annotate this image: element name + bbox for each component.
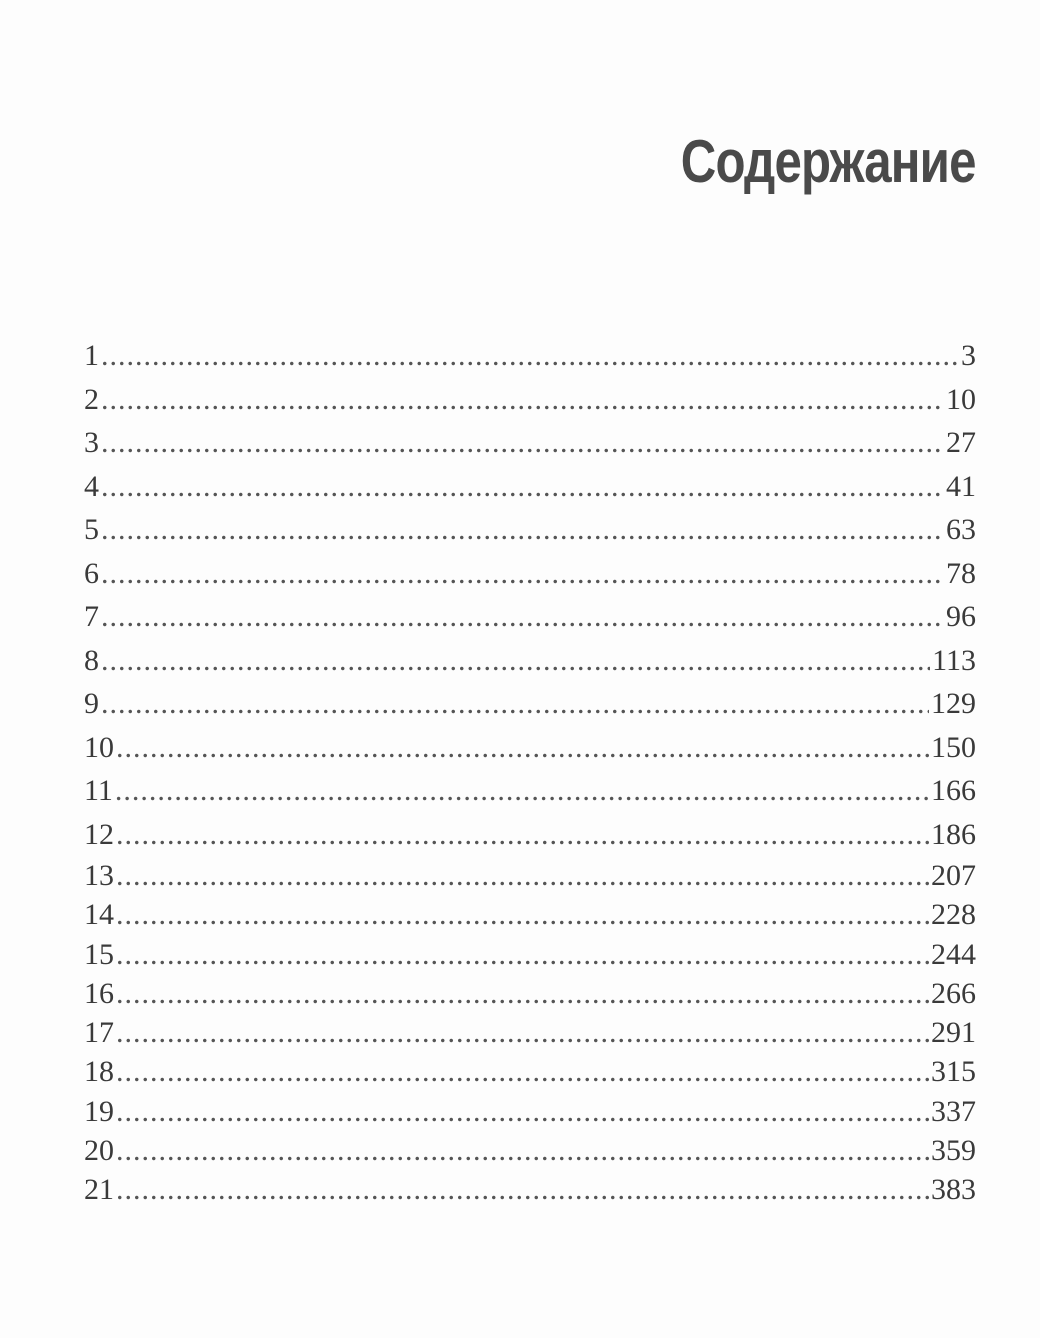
toc-page-number: 78: [946, 556, 976, 590]
toc-entry: [84, 1052, 976, 1091]
toc-entry: [84, 895, 976, 934]
toc-page-number: 129: [931, 687, 976, 720]
toc-leader-dots: [115, 769, 929, 813]
toc-chapter-number: 14: [84, 898, 114, 932]
toc-entry: [84, 1170, 976, 1209]
toc-chapter-number: 13: [84, 859, 114, 892]
toc-page-number: 186: [931, 817, 976, 851]
toc-entry: [84, 769, 976, 813]
toc-chapter-number: 20: [84, 1134, 114, 1168]
toc-leader-dots: [101, 508, 944, 552]
toc-page-number: 266: [931, 976, 976, 1010]
toc-chapter-number: 15: [84, 937, 114, 971]
toc-page-number: 63: [946, 513, 976, 546]
toc-entry: [84, 552, 976, 596]
toc-chapter-number: 1: [84, 339, 99, 372]
toc-chapter-number: 12: [84, 817, 114, 851]
toc-page-number: 150: [931, 730, 976, 764]
toc-page-number: 228: [931, 898, 976, 932]
toc-leader-dots: [101, 334, 959, 378]
toc-leader-dots: [101, 465, 944, 509]
toc-page-number: 337: [931, 1094, 976, 1128]
toc-leader-dots: [101, 552, 944, 596]
toc-chapter-number: 18: [84, 1055, 114, 1089]
toc-leader-dots: [116, 1013, 929, 1052]
toc-leader-dots: [116, 935, 929, 974]
toc-chapter-number: 17: [84, 1016, 114, 1050]
toc-chapter-number: 4: [84, 469, 99, 503]
table-of-contents: [84, 334, 976, 1210]
toc-page-number: 3: [961, 339, 976, 372]
toc-chapter-number: 6: [84, 556, 99, 590]
toc-entry: [84, 378, 976, 422]
toc-entry: [84, 421, 976, 465]
toc-chapter-number: 2: [84, 382, 99, 416]
toc-leader-dots: [116, 1131, 929, 1170]
toc-page-number: 291: [931, 1016, 976, 1050]
toc-entry: [84, 465, 976, 509]
toc-page-number: 244: [931, 937, 976, 971]
toc-chapter-number: 19: [84, 1094, 114, 1128]
toc-entry: [84, 508, 976, 552]
toc-entry: [84, 334, 976, 378]
toc-chapter-number: 21: [84, 1173, 114, 1207]
toc-entry: [84, 639, 976, 683]
toc-page-number: 207: [931, 859, 976, 892]
toc-leader-dots: [116, 1170, 929, 1209]
toc-entry: [84, 813, 976, 857]
toc-entry: [84, 682, 976, 726]
toc-page-number: 315: [931, 1055, 976, 1089]
toc-entry: [84, 595, 976, 639]
toc-chapter-number: 8: [84, 643, 99, 677]
toc-leader-dots: [116, 856, 929, 895]
toc-chapter-number: 11: [84, 774, 113, 807]
toc-entry: [84, 1092, 976, 1131]
toc-leader-dots: [116, 974, 929, 1013]
toc-entry: [84, 1013, 976, 1052]
toc-leader-dots: [101, 378, 944, 422]
toc-chapter-number: 9: [84, 687, 99, 720]
toc-page-number: 166: [931, 774, 976, 807]
toc-chapter-number: 5: [84, 513, 99, 546]
toc-chapter-number: 7: [84, 600, 99, 633]
toc-leader-dots: [116, 1092, 929, 1131]
toc-entry: [84, 974, 976, 1013]
toc-leader-dots: [116, 726, 929, 770]
toc-leader-dots: [116, 895, 929, 934]
page-title: Содержание: [681, 128, 976, 195]
toc-page-number: 27: [946, 426, 976, 459]
toc-page-number: 383: [931, 1173, 976, 1207]
toc-leader-dots: [101, 421, 944, 465]
toc-leader-dots: [101, 639, 930, 683]
toc-entry: [84, 1131, 976, 1170]
toc-page-number: 359: [931, 1134, 976, 1168]
toc-page-number: 10: [946, 382, 976, 416]
toc-entry: [84, 856, 976, 895]
toc-page-number: 113: [932, 643, 976, 677]
toc-leader-dots: [101, 682, 929, 726]
toc-chapter-number: 3: [84, 426, 99, 459]
toc-leader-dots: [101, 595, 944, 639]
toc-entry: [84, 726, 976, 770]
toc-chapter-number: 16: [84, 976, 114, 1010]
toc-page-number: 41: [946, 469, 976, 503]
toc-leader-dots: [116, 1052, 929, 1091]
toc-leader-dots: [116, 813, 929, 857]
toc-page-number: 96: [946, 600, 976, 633]
toc-chapter-number: 10: [84, 730, 114, 764]
toc-entry: [84, 935, 976, 974]
